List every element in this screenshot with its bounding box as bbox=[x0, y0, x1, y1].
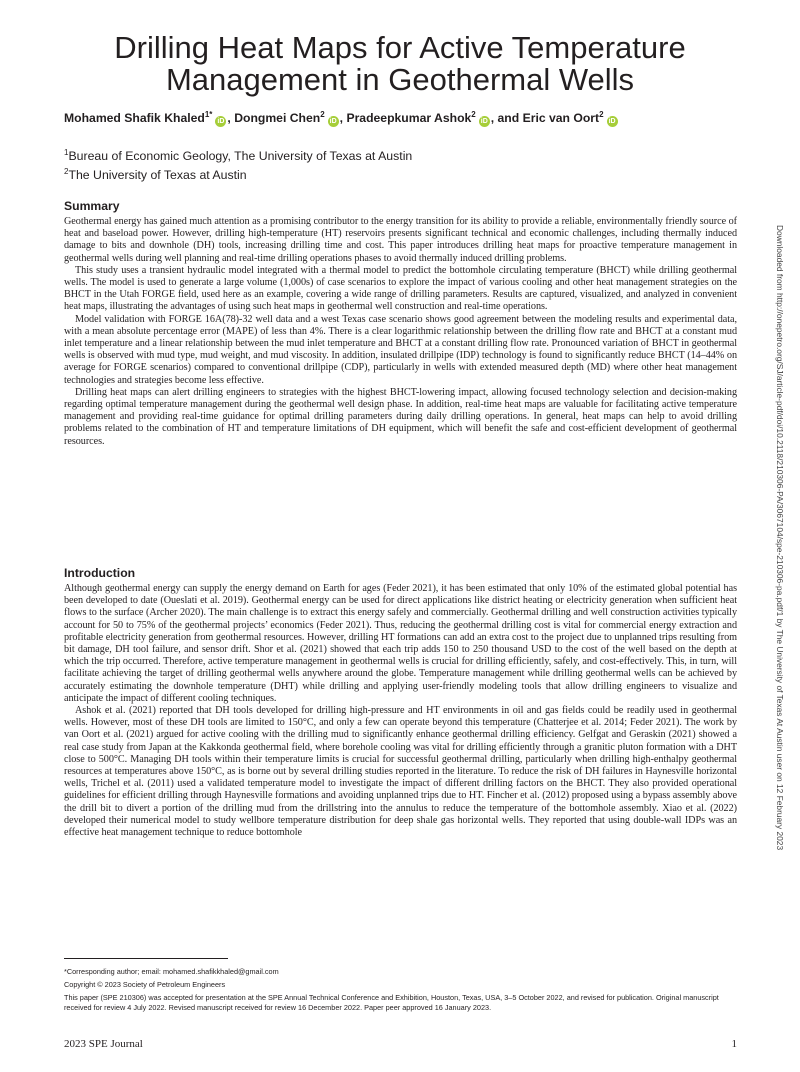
author-superscript: 1* bbox=[204, 110, 213, 119]
author-superscript: 2 bbox=[599, 110, 604, 119]
footnote-divider bbox=[64, 958, 228, 959]
introduction-heading: Introduction bbox=[64, 566, 136, 580]
affiliation-item bbox=[64, 164, 412, 183]
summary-paragraph: Geothermal energy has gained much attention as a promising contributor to the energy transition for its ability to provide a reliable, environmentally friendly source of heat and baseload power. However, drilling high-temperature (HT) reservoirs presents significant technical and economic challenges, including thermally induced damage to bits and downhole (DH) tools, increasing drilling time and cost. This paper introduces drilling heat maps for proactive temperature management in geothermal wells during well planning and real-time drilling operations phases to avoid thermally induced drilling problems. bbox=[64, 216, 737, 264]
author-separator: , bbox=[339, 111, 347, 126]
summary-section bbox=[64, 199, 737, 448]
affiliations bbox=[64, 145, 412, 183]
download-note: Downloaded from http://onepetro.org/SJ/article-pdf/doi/10.2118/210306-PA/3067104/spe-210306-pa.pdf/1 by The University of Texas At Austin user on 12 February 2023 bbox=[775, 225, 785, 851]
orcid-icon[interactable]: iD bbox=[329, 118, 337, 126]
introduction-paragraph: Ashok et al. (2021) reported that DH tools developed for drilling high-pressure and HT environments in oil and gas fields could be readily used in geothermal wells. However, most of these DH tools are limited to 150°C, and only a few can operate beyond this temperature (Chatterjee et al. 2014; Feder 2021). The work by van Oort et al. (2021) argued for active cooling with the drilling mud to significantly enhance geothermal drilling efficiency. Gelfgat and Geraskin (2021) showed a real case study from Japan at the Kakkonda geothermal field, where borehole cooling was vital for drilling efficiently through a granitic pluton formation with a DHT close to 500°C. Managing DH tools within their temperature limits is crucial for successful geothermal drilling, particularly when drilling high-enthalpy geothermal resources at temperatures above 150°C, as is borne out by several drilling studies reported in the literature. To reduce the risk of DH failures in Haynesville horizontal wells, Trichel et al. (2011) used a validated temperature model to investigate the impact of different drilling factors on the BHCT. They also provided operational guidelines for efficient drilling through Haynesville formations and avoiding unplanned trips due to HT. Fincher et al. (2012) proposed using a bypass assembly above the drill bit to divert a portion of the drilling mud from the drillstring into the annulus to reduce the temperature of the bottomhole assembly. Xiao et al. (2022) developed their numerical model to study wellbore temperature distribution for deep shale gas horizontal wells. They reported that using double-wall IDPs was an effective heat management technique to reduce bottomhole bbox=[64, 705, 737, 839]
footnote-corresponding-author: *Corresponding author; email: mohamed.shafikkhaled@gmail.com bbox=[64, 967, 279, 976]
author-name: Eric van Oort bbox=[522, 111, 600, 126]
orcid-icon[interactable]: iD bbox=[480, 118, 488, 126]
footnote-copyright: Copyright © 2023 Society of Petroleum Engineers bbox=[64, 980, 226, 989]
author-list bbox=[64, 110, 619, 127]
page-footer bbox=[64, 1038, 737, 1050]
orcid-icon[interactable]: iD bbox=[217, 118, 225, 126]
footnote-paper-history: This paper (SPE 210306) was accepted for presentation at the SPE Annual Technical Conference and Exhibition, Houston, Texas, USA, 3–5 October 2022, and revised for publication. Original manuscript received for review 4 July 2022. Revised manuscript received for review 16 December 2022. Paper peer approved 16 January 2023. bbox=[64, 993, 719, 1012]
author-separator: , and bbox=[490, 111, 523, 126]
page-number: 1 bbox=[731, 1038, 737, 1050]
title-line-2: Management in Geothermal Wells bbox=[165, 62, 635, 97]
summary-paragraph: This study uses a transient hydraulic model integrated with a thermal model to predict the bottomhole circulating temperature (BHCT) while drilling geothermal wells. The model is used to generate a large volume (1,000s) of case scenarios to explore the impact of various cooling and other heat management strategies on the BHCT in the Utah FORGE field, used here as an example, covering a wide range of drilling parameters. Results are captured, visualized, and analyzed in convenient heat maps, illustrating the advantages of using such heat maps in geothermal well construction and real-time operations. bbox=[64, 264, 737, 313]
introduction-paragraph: Although geothermal energy can supply the energy demand on Earth for ages (Feder 2021), it has been estimated that only 10% of the estimated global potential has been developed to date (Oueslati et al. 2019). Geothermal energy can be used for direct applications like district heating or electricity generation when sufficient heat flows to the surface (Archer 2020). The main challenge is to extract this energy safely and commercially. Geothermal drilling and well construction activities typically account for 50 to 75% of the geothermal projects’ economics (Feder 2021). Thus, reducing the geothermal drilling cost is vital for commercial energy extraction and profitable electricity generation from geothermal resources. However, drilling HT formations can add an extra cost to the project due to unplanned trips resulting from bit damage, DH tool failure, and sensor drift. Shor et al. (2021) showed that each trip adds 150 to 250 thousand USD to the cost of the well based on the depth at which the trip occurred. Therefore, active temperature management in geothermal wells is crucial for drilling efficiently, safely, and cost-effectively. This, in turn, will facilitate achieving the target of drilling geothermal wells anywhere around the globe. Temperature management while drilling geothermal wells can be achieved by accurately estimating the downhole temperature (DHT) while drilling and applying user-friendly modeling tools that allow drilling engineers to visualize and anticipate the impact of different cooling techniques. bbox=[64, 583, 737, 704]
author-superscript: 2 bbox=[471, 110, 476, 119]
summary-paragraph: Model validation with FORGE 16A(78)-32 well data and a west Texas case scenario shows good agreement between the modeling results and experimental data, with a mean absolute percentage error (MAPE) of less than 4%. There is a clear logarithmic relationship between the drilling flow rate and BHCT at a constant mud inlet temperature and a linear relationship between the mud inlet temperature and BHCT at a constant drilling flow rate. Pronounced variation of BHCT in geothermal wells is observed with mud type, mud weight, and mud viscosity. In addition, insulated drillpipe (IDP) technology is found to significantly reduce BHCT (14–44% on average for FORGE scenarios) compared to conventional drillpipe (CDP), particularly in wells with extended measured depth (MD) where other heat management technologies and strategies become less effective. bbox=[64, 313, 737, 386]
author-name: Pradeepkumar Ashok bbox=[346, 111, 472, 126]
affiliation-superscript: 1 bbox=[64, 148, 69, 157]
affiliation-text: Bureau of Economic Geology, The University of Texas at Austin bbox=[68, 149, 413, 164]
summary-paragraph: Drilling heat maps can alert drilling engineers to strategies with the highest BHCT-lowering impact, allowing focused technology selection and decision-making regarding optimal temperature management during the geothermal well design phase. In addition, real-time heat maps are valuable for facilitating active temperature management and providing real-time guidance for optimal drilling parameters during daily drilling operations. In general, heat maps can help to avoid drilling problems related to the combination of HT and temperature limitations of DH equipment, which will benefit the safe and cost-efficient development of geothermal resources. bbox=[64, 386, 737, 447]
introduction-section bbox=[64, 566, 737, 839]
affiliation-text: The University of Texas at Austin bbox=[68, 168, 247, 183]
paper-title bbox=[40, 32, 760, 96]
author-name: Mohamed Shafik Khaled bbox=[64, 111, 205, 126]
summary-heading: Summary bbox=[64, 199, 120, 213]
author-superscript: 2 bbox=[320, 110, 325, 119]
title-line-1: Drilling Heat Maps for Active Temperature bbox=[114, 30, 686, 65]
footnotes bbox=[64, 967, 737, 1016]
author-separator: , bbox=[227, 111, 235, 126]
affiliation-superscript: 2 bbox=[64, 167, 69, 177]
download-sidebar bbox=[773, 225, 787, 1025]
orcid-icon[interactable]: iD bbox=[608, 118, 616, 126]
affiliation-item bbox=[64, 145, 412, 164]
author-name: Dongmei Chen bbox=[234, 111, 321, 126]
journal-name: 2023 SPE Journal bbox=[64, 1038, 143, 1050]
